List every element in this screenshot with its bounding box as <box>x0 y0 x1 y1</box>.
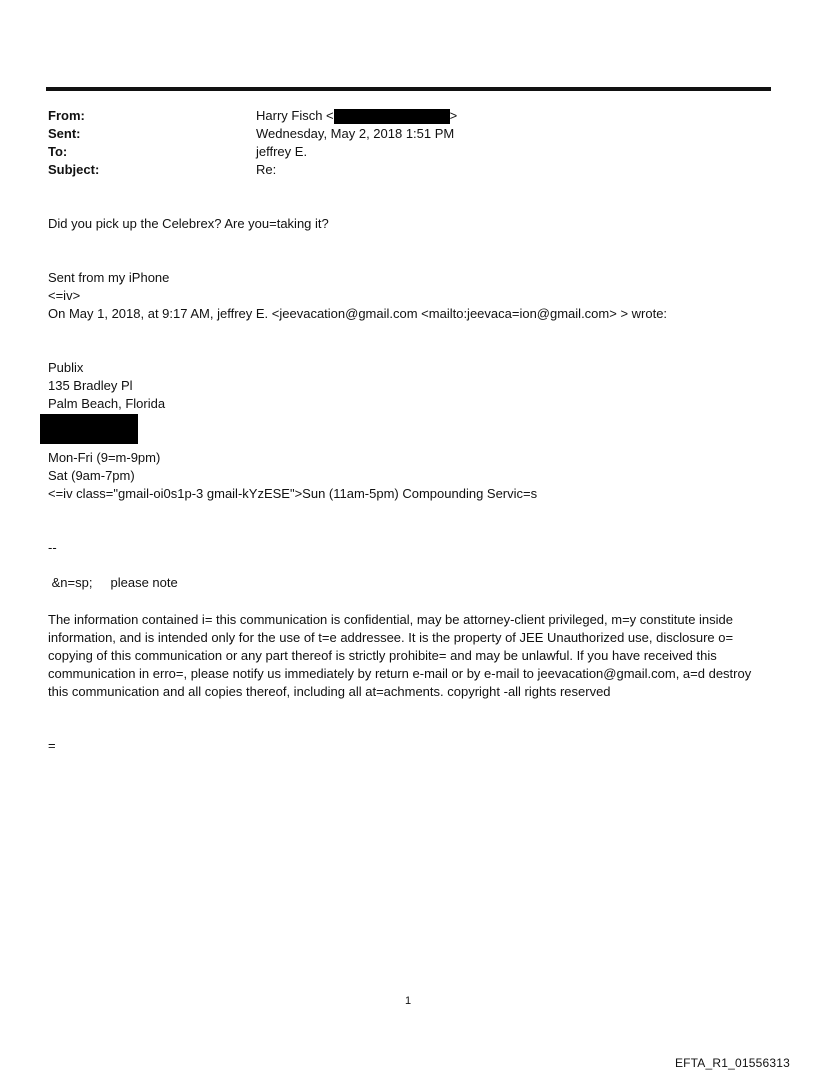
sent-value: Wednesday, May 2, 2018 1:51 PM <box>256 126 455 141</box>
to-value: jeffrey E. <box>256 144 308 159</box>
end-marker: = <box>48 738 56 753</box>
header-rule <box>46 87 771 91</box>
hours-line-2: Sat (9am-7pm) <box>48 468 135 483</box>
separator: -- <box>48 540 57 555</box>
address-line-2: 135 Bradley Pl <box>48 378 133 393</box>
hours-line-3: <=iv class="gmail-oi0s1p-3 gmail-kYzESE">Sun (11am-5pm) Compounding Servic=s <box>48 486 538 501</box>
subject-value: Re: <box>256 162 277 177</box>
from-name: Harry Fisch < <box>256 108 334 123</box>
from-suffix: > <box>449 108 458 123</box>
body-line-4: On May 1, 2018, at 9:17 AM, jeffrey E. <jeevacation@gmail.com <mailto:jeevaca=ion@gmail.com> > wrote: <box>48 306 668 321</box>
redaction-box <box>334 109 450 124</box>
to-label: To: <box>48 144 68 159</box>
address-line-3: Palm Beach, Florida <box>48 396 166 411</box>
disclaimer-paragraph: The information contained i= this communication is confidential, may be attorney-client privileged, m=y constitute inside information, and is intended only for the use of t=e addressee. It is the property of JEE Unauthorized use, disclosure o= copying of this communication or any part thereof is strictly prohibite= and may be unlawful. If you have received this communication in erro=, please notify us immediately by return e-mail or by e-mail to jeevacation@gmail.com, a=d destroy this communication and all copies thereof, including all at=achments. copyright -all rights reserved <box>48 612 752 699</box>
page-number: 1 <box>404 995 412 1007</box>
body-line-1: Did you pick up the Celebrex? Are you=taking it? <box>48 216 329 231</box>
from-label: From: <box>48 108 85 123</box>
body-line-2: Sent from my iPhone <box>48 270 170 285</box>
hours-line-1: Mon-Fri (9=m-9pm) <box>48 450 161 465</box>
note-line: &n=sp; please note <box>48 575 178 590</box>
sent-label: Sent: <box>48 126 81 141</box>
body-line-3: <=iv> <box>48 288 81 303</box>
redaction-box <box>40 414 138 444</box>
document-id: EFTA_R1_01556313 <box>674 1056 790 1070</box>
address-line-1: Publix <box>48 360 84 375</box>
subject-label: Subject: <box>48 162 100 177</box>
from-value <box>256 107 457 125</box>
